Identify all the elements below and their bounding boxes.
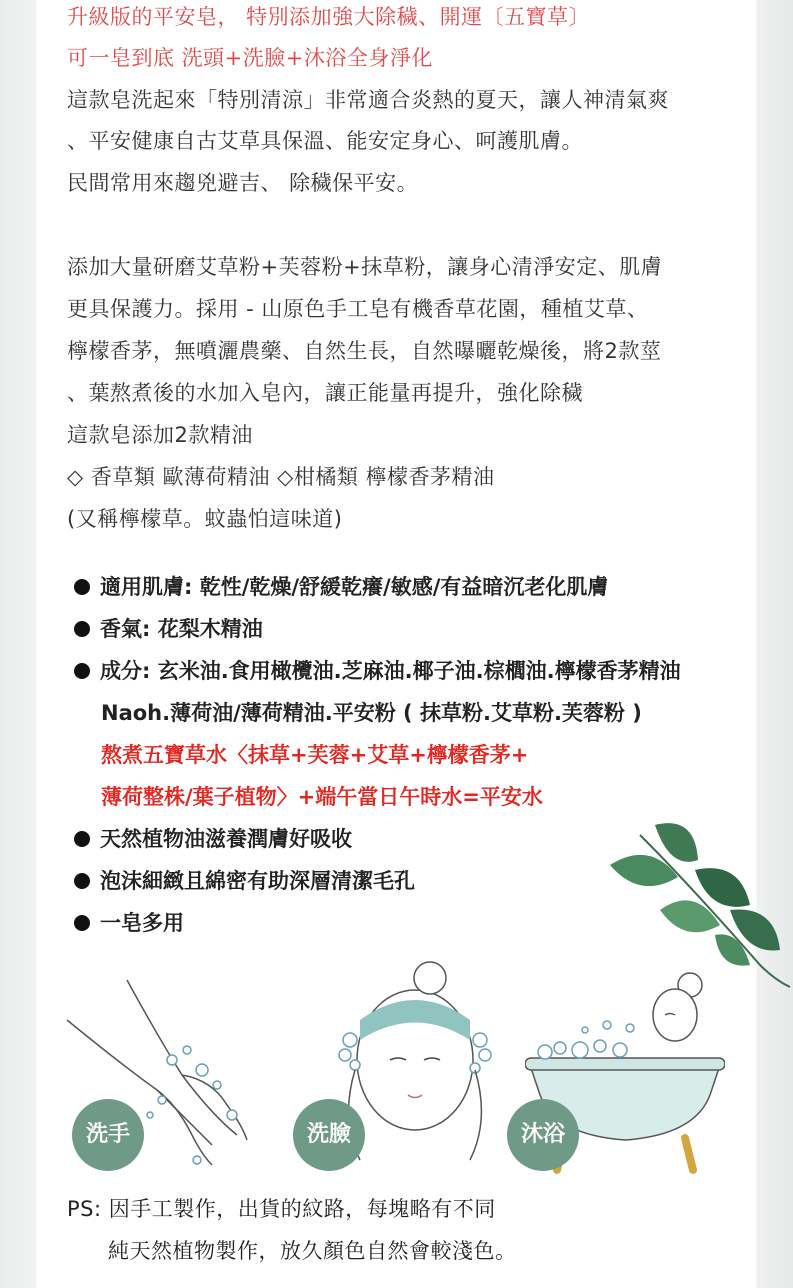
- bullet-dot: [74, 831, 90, 847]
- subheadline: 可一皂到底 洗頭+洗臉+沐浴全身淨化: [67, 46, 433, 70]
- paragraph1-line: 這款皂洗起來「特別清涼」非常適合炎熱的夏天，讓人神清氣爽: [67, 88, 669, 112]
- bullet-dot: [74, 915, 90, 931]
- headline: 升級版的平安皂， 特別添加強大除穢、開運〔五寶草〕: [67, 5, 591, 29]
- bullet-fragrance: 香氣: 花梨木精油: [74, 614, 263, 644]
- bullet-skin-type: 適用肌膚: 乾性/乾燥/舒緩乾癢/敏感/有益暗沉老化肌膚: [74, 572, 608, 602]
- ingredients-continued: Naoh.薄荷油/薄荷精油.平安粉 ( 抹草粉.艾草粉.芙蓉粉 ): [101, 701, 642, 725]
- paragraph1-line: 民間常用來趨兇避吉、 除穢保平安。: [67, 171, 419, 195]
- bullet-ingredients: 成分: 玄米油.食用橄欖油.芝麻油.椰子油.棕櫚油.檸檬香茅精油: [74, 656, 681, 686]
- paragraph2-line: 添加大量研磨艾草粉+芙蓉粉+抹草粉，讓身心清淨安定、肌膚: [67, 255, 663, 279]
- bullet-dot: [74, 873, 90, 889]
- ps-note-line1: PS: 因手工製作，出貨的紋路，每塊略有不同: [67, 1197, 496, 1221]
- paragraph2-line: 更具保護力。採用 - 山原色手工皂有機香草花園，種植艾草、: [67, 297, 649, 321]
- ps-note-line2: 純天然植物製作，放久顏色自然會較淺色。: [108, 1239, 517, 1263]
- five-herbs-water-line1: 熬煮五寶草水〈抹草+芙蓉+艾草+檸檬香茅+: [101, 743, 529, 767]
- bullet-multi-use: 一皂多用: [74, 908, 184, 938]
- badge-face-wash: 洗臉: [293, 1099, 365, 1171]
- paragraph2-line: 這款皂添加2款精油: [67, 423, 253, 447]
- five-herbs-water-line2: 薄荷整株/葉子植物〉+端午當日午時水=平安水: [101, 785, 543, 809]
- bullet-nourish: 天然植物油滋養潤膚好吸收: [74, 824, 352, 854]
- essential-oils-line: ◇ 香草類 歐薄荷精油 ◇柑橘類 檸檬香茅精油: [67, 465, 495, 489]
- lemongrass-note: (又稱檸檬草。蚊蟲怕這味道): [67, 507, 343, 531]
- badge-bath: 沐浴: [507, 1099, 579, 1171]
- paragraph1-line: 、平安健康自古艾草具保溫、能安定身心、呵護肌膚。: [67, 129, 583, 153]
- leaf-branch-icon: [600, 815, 793, 990]
- bullet-dot: [74, 579, 90, 595]
- bullet-dot: [74, 663, 90, 679]
- bullet-dot: [74, 621, 90, 637]
- bullet-foam: 泡沫細緻且綿密有助深層清潔毛孔: [74, 866, 415, 896]
- badge-hand-wash: 洗手: [72, 1099, 144, 1171]
- paragraph2-line: 檸檬香茅，無噴灑農藥、自然生長，自然曝曬乾燥後，將2款莖: [67, 339, 662, 363]
- paragraph2-line: 、葉熬煮後的水加入皂內，讓正能量再提升，強化除穢: [67, 381, 583, 405]
